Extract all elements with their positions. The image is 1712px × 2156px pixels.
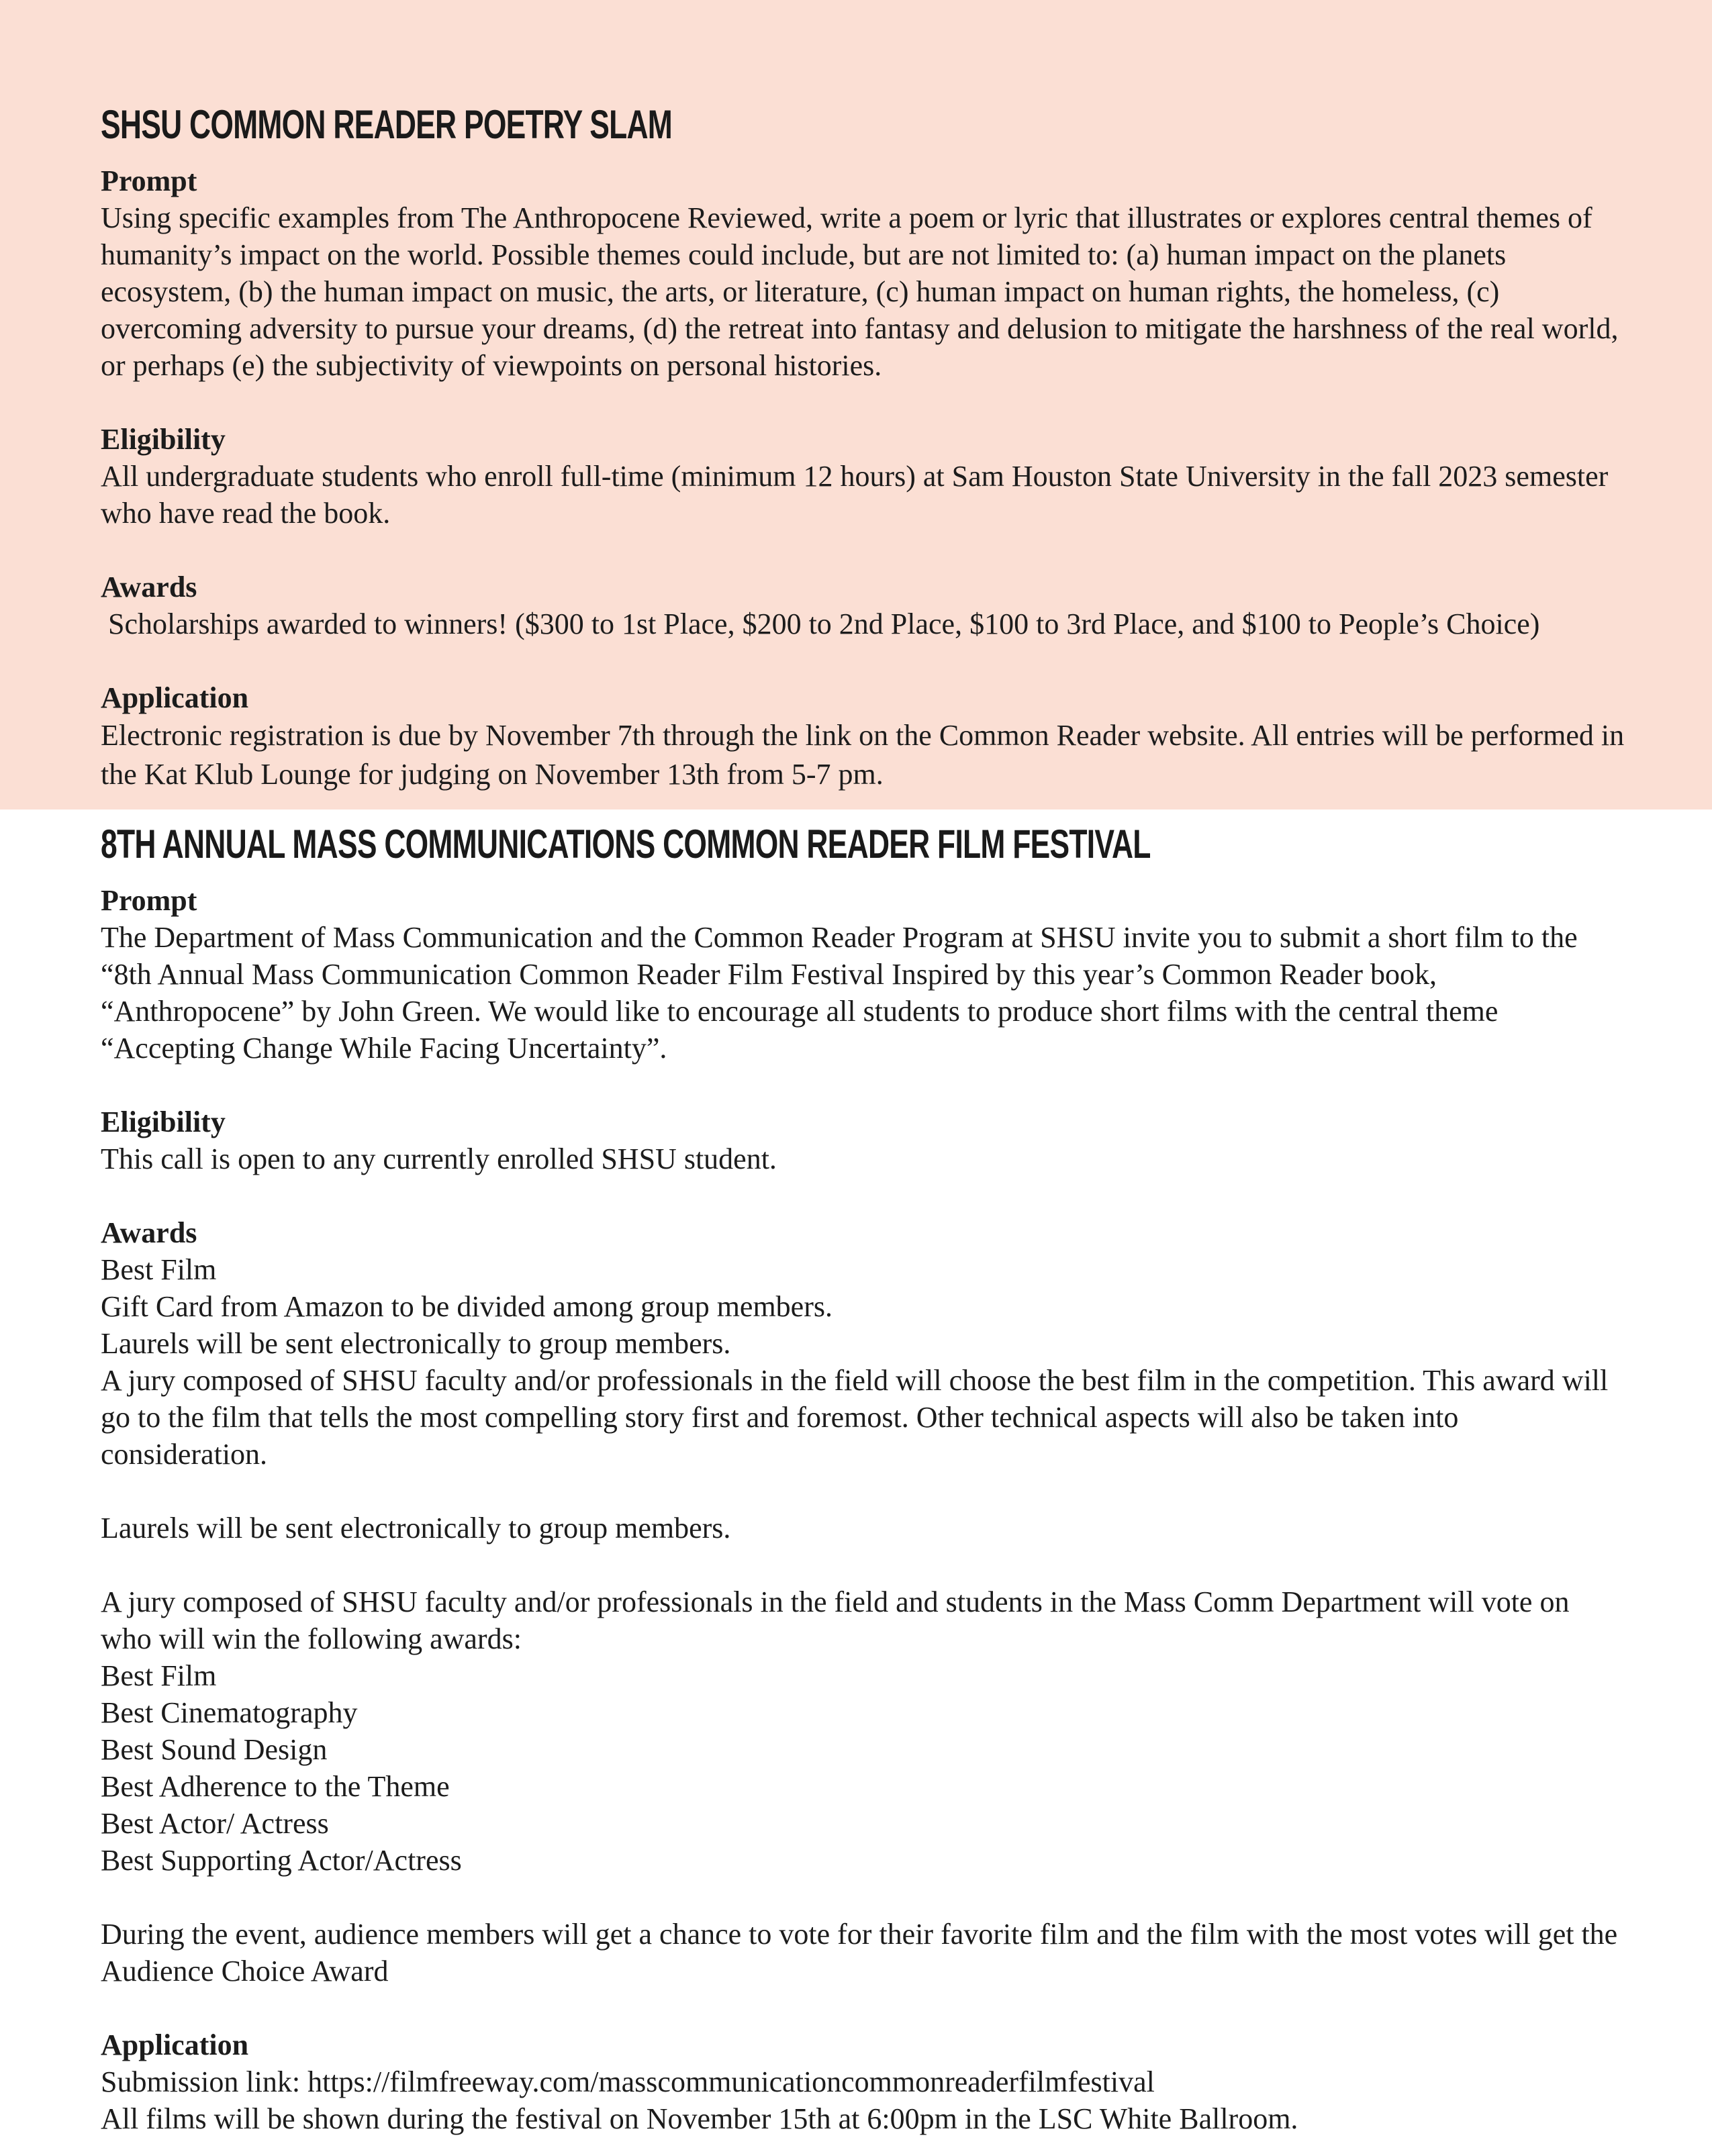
poetry-slam-title: SHSU COMMON READER POETRY SLAM [101, 102, 673, 147]
best-film-label: Best Film [101, 1253, 217, 1286]
award-item: Best Sound Design [101, 1733, 328, 1766]
poetry-application-heading: Application [101, 681, 249, 714]
poetry-prompt-heading: Prompt [101, 164, 197, 197]
poetry-eligibility-heading: Eligibility [101, 423, 226, 456]
poetry-slam-section [101, 98, 1625, 794]
laurels-text: Laurels will be sent electronically to group members. [101, 1327, 731, 1360]
award-list [101, 1657, 1625, 1879]
film-festival-title: 8TH ANNUAL MASS COMMUNICATIONS COMMON READER FILM FESTIVAL [101, 822, 1151, 867]
jury-text: A jury composed of SHSU faculty and/or professionals in the field and students in the Mass Comm Department will vote on who will win the following awards: [101, 1585, 1570, 1655]
award-item: Best Actor/ Actress [101, 1807, 329, 1840]
poetry-awards-text: Scholarships awarded to winners! ($300 to 1st Place, $200 to 2nd Place, $100 to 3rd Place, and $100 to People’s Choice) [101, 607, 1540, 640]
award-item: Best Supporting Actor/Actress [101, 1844, 462, 1877]
jury-text: A jury composed of SHSU faculty and/or professionals in the field will choose the best film in the competition. This award will go to the film that tells the most compelling story first and foremost. Other technical aspects will also be taken into consideration. [101, 1364, 1609, 1471]
film-prompt-heading: Prompt [101, 884, 197, 917]
poetry-prompt-text: Using specific examples from The Anthropocene Reviewed, write a poem or lyric that illustrates or explores central themes of humanity’s impact on the world. Possible themes could include, but are not limited to: (a) human impact on the planets ecosystem, (b) the human impact on music, the arts, or literature, (c) human impact on human rights, the homeless, (c) overcoming adversity to pursue your dreams, (d) the retreat into fantasy and delusion to mitigate the harshness of the real world, or perhaps (e) the subjectivity of viewpoints on personal histories. [101, 201, 1619, 382]
film-festival-section [101, 818, 1625, 2137]
gift-card-text: Gift Card from Amazon to be divided among group members. [101, 1290, 833, 1323]
award-item: Best Cinematography [101, 1696, 358, 1729]
poetry-eligibility-text: All undergraduate students who enroll full-time (minimum 12 hours) at Sam Houston State University in the fall 2023 semester who have read the book. [101, 460, 1609, 530]
laurels-text: Laurels will be sent electronically to group members. [101, 1512, 731, 1545]
showing-info-text: All films will be shown during the festival on November 15th at 6:00pm in the LSC White Ballroom. [101, 2102, 1298, 2135]
film-eligibility-text: This call is open to any currently enrolled SHSU student. [101, 1142, 777, 1175]
submission-link-text: Submission link: https://filmfreeway.com/masscommunicationcommonreaderfilmfestival [101, 2065, 1155, 2098]
award-item: Best Adherence to the Theme [101, 1770, 450, 1803]
film-application-heading: Application [101, 2028, 249, 2061]
film-prompt-text: The Department of Mass Communication and the Common Reader Program at SHSU invite you to submit a short film to the “8th Annual Mass Communication Common Reader Film Festival Inspired by this year’s Common Reader book, “Anthropocene” by John Green. We would like to encourage all students to produce short films with the central theme “Accepting Change While Facing Uncertainty”. [101, 921, 1578, 1065]
poetry-awards-heading: Awards [101, 571, 197, 603]
film-eligibility-heading: Eligibility [101, 1106, 226, 1138]
poetry-application-text: Electronic registration is due by November 7th through the link on the Common Reader website. All entries will be performed in the Kat Klub Lounge for judging on November 13th from 5-7 pm. [101, 719, 1625, 791]
award-item: Best Film [101, 1659, 217, 1692]
film-awards-heading: Awards [101, 1216, 197, 1249]
audience-choice-text: During the event, audience members will get a chance to vote for their favorite film and the film with the most votes will get the Audience Choice Award [101, 1918, 1618, 1988]
